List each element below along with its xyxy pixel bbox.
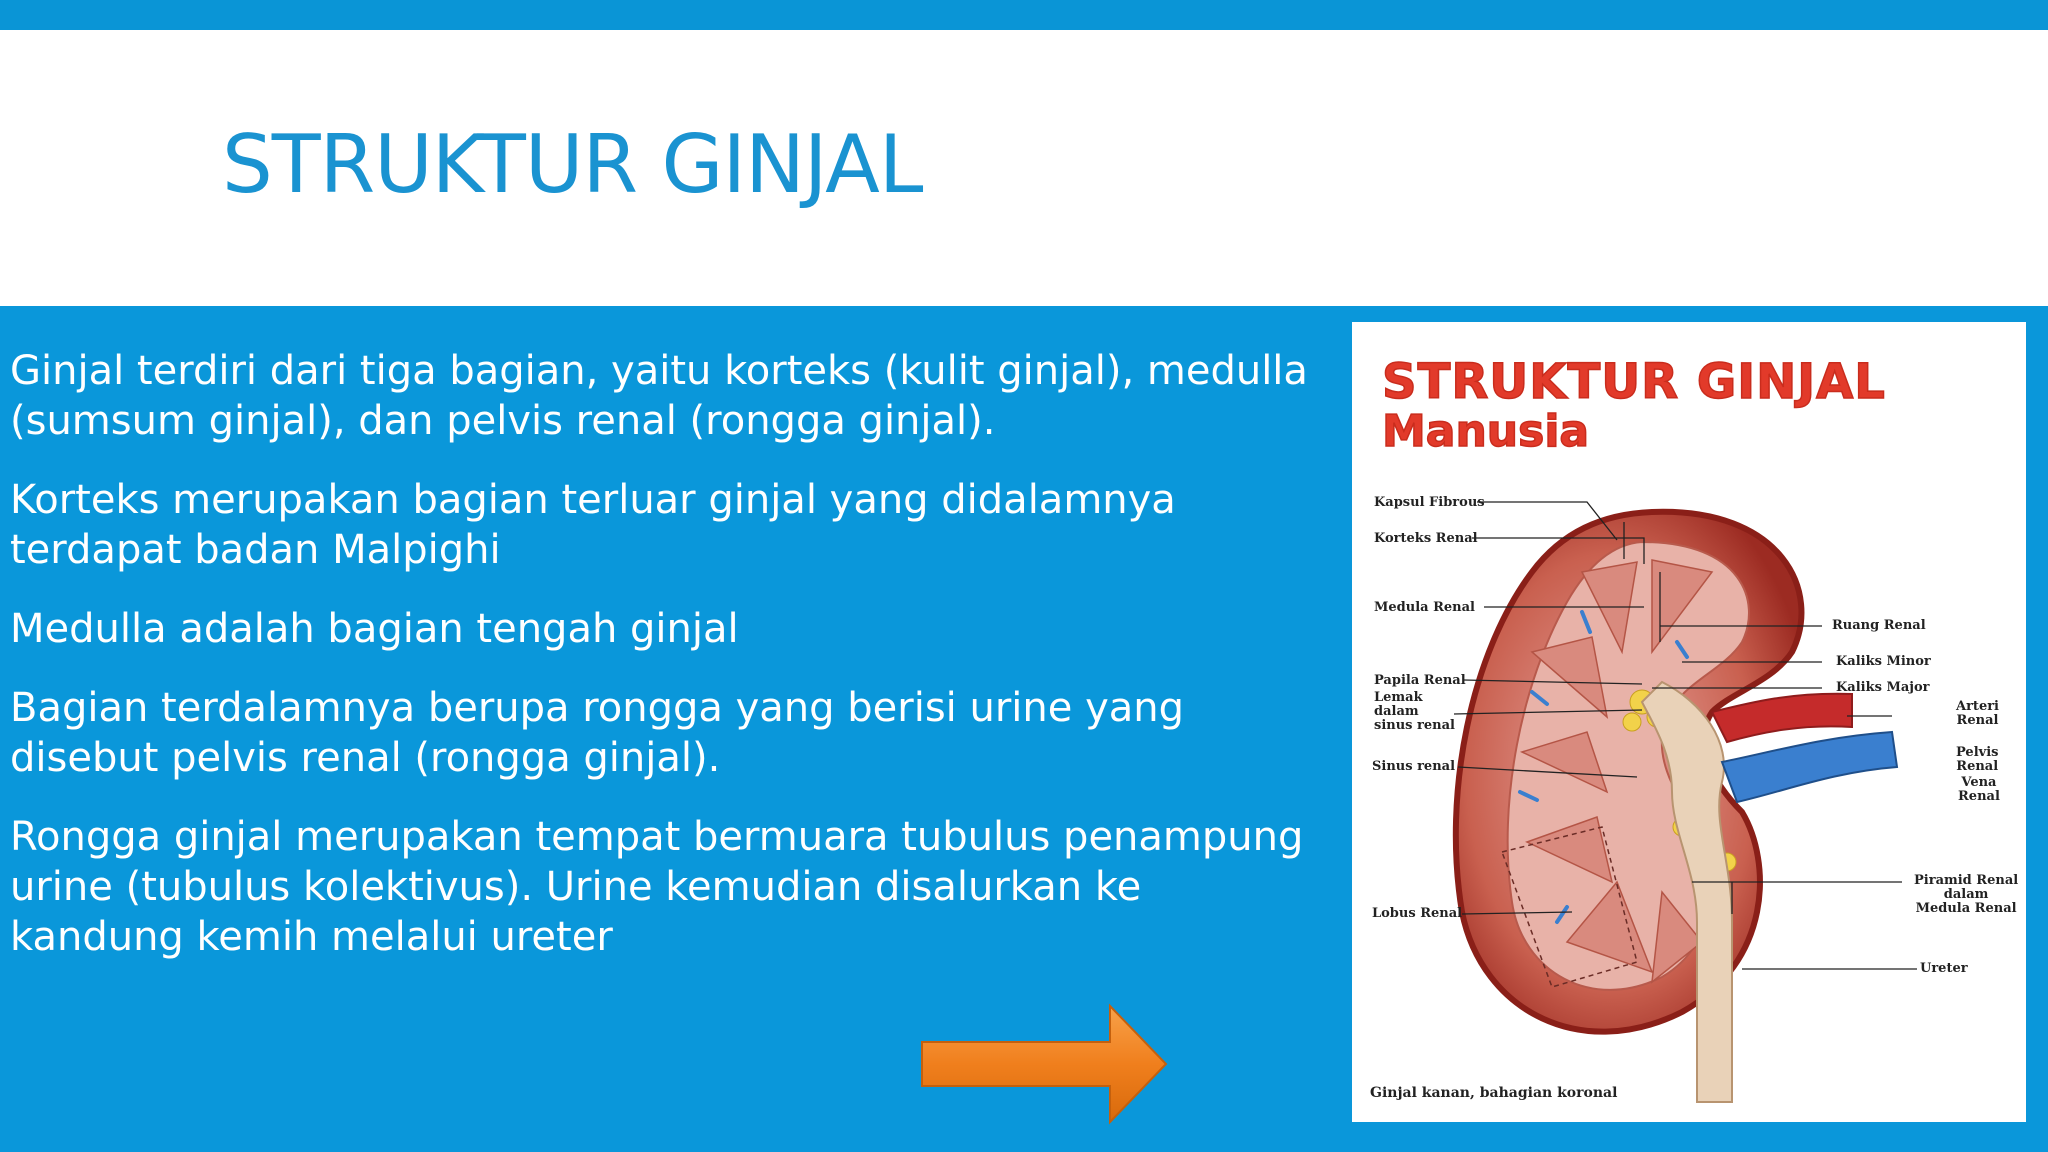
figure-title: STRUKTUR GINJAL	[1382, 354, 1886, 410]
bullet-item: Ginjal terdiri dari tiga bagian, yaitu korteks (kulit ginjal), medulla (sumsum ginjal), dan pelvis renal (rongga ginjal).	[10, 348, 1308, 444]
bullet-list	[10, 346, 1310, 991]
label-kaliks-minor: Kaliks Minor	[1836, 654, 1931, 669]
bullet-item: Medulla adalah bagian tengah ginjal	[10, 606, 739, 652]
label-ruang-renal: Ruang Renal	[1832, 618, 1926, 633]
bullet-item: Rongga ginjal merupakan tempat bermuara tubulus penampung urine (tubulus kolektivus). Urine kemudian disalurkan ke kandung kemih melalui ureter	[10, 814, 1304, 960]
label-kapsul-fibrous: Kapsul Fibrous	[1374, 495, 1485, 510]
figure-subtitle: Manusia	[1382, 406, 1590, 457]
bullet-item: Korteks merupakan bagian terluar ginjal yang didalamnya terdapat badan Malpighi	[10, 477, 1176, 573]
arrow-right-icon[interactable]	[920, 1002, 1170, 1126]
label-medula-renal: Medula Renal	[1374, 600, 1475, 615]
label-papila-renal: Papila Renal	[1374, 673, 1466, 688]
label-lemak: Lemak dalam sinus renal	[1374, 690, 1455, 733]
label-sinus-renal: Sinus renal	[1372, 759, 1456, 774]
label-vena-renal: Vena Renal	[1958, 775, 2000, 804]
kidney-diagram	[1352, 322, 2026, 1122]
label-ureter: Ureter	[1920, 961, 1968, 976]
label-arteri-renal: Arteri Renal	[1956, 699, 1999, 728]
bullet-item: Bagian terdalamnya berupa rongga yang berisi urine yang disebut pelvis renal (rongga ginjal).	[10, 685, 1185, 781]
label-pelvis-renal: Pelvis Renal	[1956, 745, 1999, 774]
label-korteks-renal: Korteks Renal	[1374, 531, 1478, 546]
label-piramid-renal: Piramid Renal dalam Medula Renal	[1914, 873, 2019, 916]
top-accent-bar	[0, 0, 2048, 30]
slide-title: STRUKTUR GINJAL	[222, 118, 923, 211]
content-panel	[0, 306, 2048, 1152]
figure-caption: Ginjal kanan, bahagian koronal	[1370, 1085, 1618, 1101]
label-kaliks-major: Kaliks Major	[1836, 680, 1930, 695]
label-lobus-renal: Lobus Renal	[1372, 906, 1463, 921]
